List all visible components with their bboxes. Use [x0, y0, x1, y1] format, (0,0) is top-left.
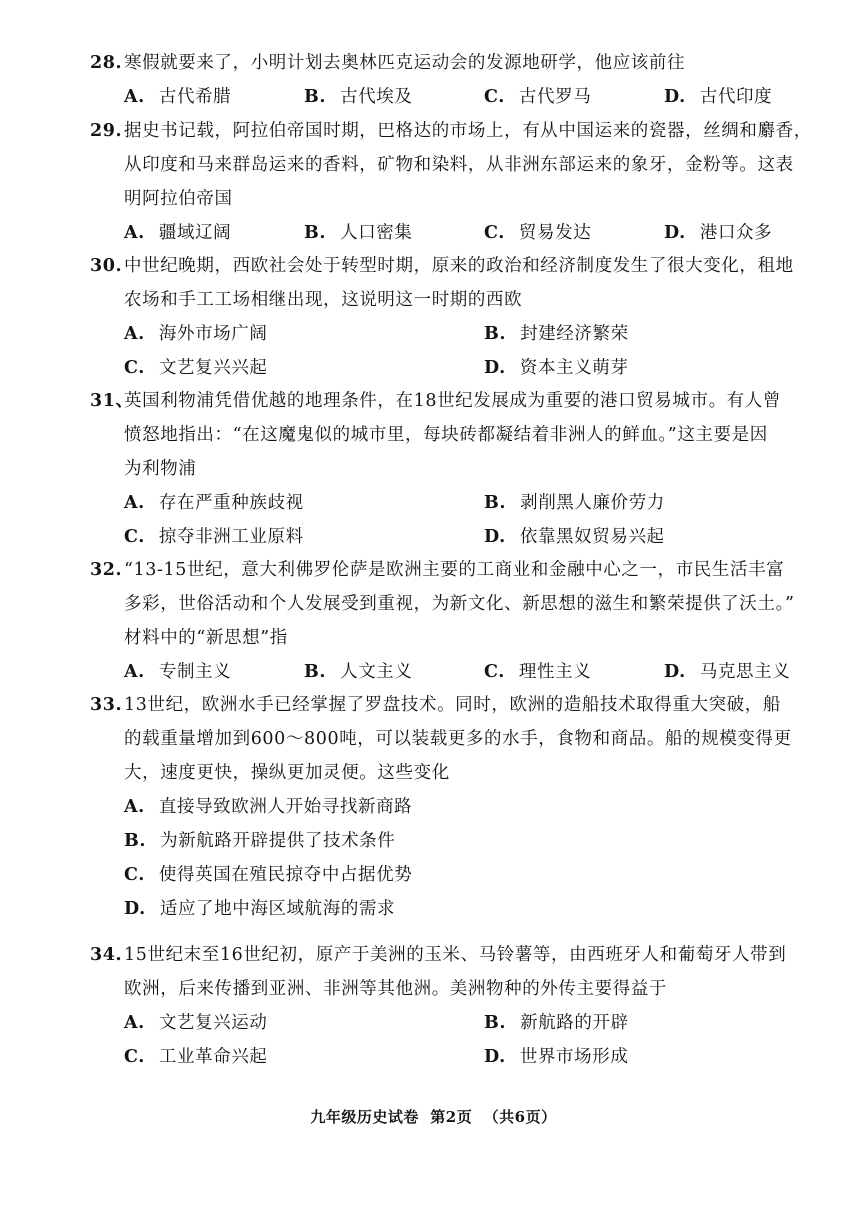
- option-text: 适应了地中海区域航海的需求: [159, 899, 396, 919]
- question-stem-text: 寒假就要来了，小明计划去奥林匹克运动会的发源地研学，他应该前往: [124, 53, 686, 73]
- answer-option: [124, 790, 412, 824]
- question-stem-text: 为利物浦: [124, 459, 197, 479]
- option-text: 剥削黑人廉价劳力: [520, 493, 665, 513]
- answer-option: [304, 80, 413, 114]
- question-stem-first-line: [90, 114, 812, 148]
- question-stem-text: 13世纪，欧洲水手已经掌握了罗盘技术。同时，欧洲的造船技术取得重大突破，船: [124, 695, 781, 715]
- answer-option: [484, 1040, 628, 1074]
- option-letter: B.: [484, 1013, 507, 1033]
- option-letter: D.: [484, 527, 506, 547]
- option-text: 文艺复兴运动: [158, 1013, 268, 1033]
- question-stem-first-line: [90, 938, 790, 972]
- option-text: 封建经济繁荣: [520, 324, 629, 344]
- question-number: 29.: [90, 121, 123, 141]
- answer-option: [304, 655, 413, 689]
- question-stem-text: 英国利物浦凭借优越的地理条件，在18世纪发展成为重要的港口贸易城市。有人曾: [124, 391, 781, 411]
- options-row: [90, 351, 790, 385]
- option-letter: B.: [484, 493, 507, 513]
- options-row: [90, 317, 790, 351]
- question-stem-text: 愤怒地指出：“在这魔鬼似的城市里，每块砖都凝结着非洲人的鲜血。”这主要是因: [124, 425, 768, 445]
- page-footer: 九年级历史试卷 第2页 （共6页）: [310, 1108, 557, 1126]
- question-number: 31、: [90, 391, 134, 411]
- options-row: [90, 1006, 790, 1040]
- answer-option: [484, 317, 629, 351]
- question-number: 32.: [90, 560, 123, 580]
- question-stem-line: [90, 621, 790, 655]
- option-text: 资本主义萌芽: [519, 358, 629, 378]
- question-stem-first-line: [90, 688, 790, 722]
- option-letter: D.: [484, 1047, 506, 1067]
- option-letter: A.: [124, 324, 145, 344]
- option-letter: B.: [304, 223, 327, 243]
- options-row: [90, 824, 790, 858]
- option-text: 直接导致欧洲人开始寻找新商路: [158, 797, 413, 817]
- question-stem-line: [90, 182, 790, 216]
- question-stem-line: [90, 587, 795, 621]
- options-row: [90, 655, 790, 689]
- options-row: [90, 892, 790, 926]
- options-row: [90, 858, 790, 892]
- option-text: 古代罗马: [518, 87, 592, 107]
- option-letter: D.: [664, 223, 686, 243]
- answer-option: [304, 216, 413, 250]
- option-text: 存在严重种族歧视: [158, 493, 304, 513]
- question-stem-text: 农场和手工工场相继出现，这说明这一时期的西欧: [124, 290, 523, 310]
- question-stem-line: [90, 148, 794, 182]
- option-letter: C.: [124, 358, 145, 378]
- question-stem-text: “13-15世纪，意大利佛罗伦萨是欧洲主要的工商业和金融中心之一，市民生活丰富: [124, 560, 785, 580]
- question-stem-text: 明阿拉伯帝国: [124, 189, 233, 209]
- question: [90, 46, 790, 114]
- question-stem-line: [90, 452, 790, 486]
- question-stem-text: 欧洲，后来传播到亚洲、非洲等其他洲。美洲物种的外传主要得益于: [124, 979, 667, 999]
- option-text: 古代希腊: [158, 87, 232, 107]
- option-letter: D.: [664, 662, 686, 682]
- answer-option: [484, 216, 591, 250]
- option-text: 世界市场形成: [519, 1047, 629, 1067]
- option-text: 港口众多: [699, 223, 773, 243]
- option-text: 理性主义: [518, 662, 592, 682]
- options-row: [90, 1040, 790, 1074]
- answer-option: [664, 216, 772, 250]
- option-letter: A.: [124, 223, 145, 243]
- option-letter: B.: [304, 662, 327, 682]
- question: [90, 553, 795, 689]
- option-letter: A.: [124, 493, 145, 513]
- question: [90, 688, 790, 926]
- option-text: 人口密集: [340, 223, 413, 243]
- question-stem-text: 据史书记载，阿拉伯帝国时期，巴格达的市场上，有从中国运来的瓷器，丝绸和麝香，: [124, 121, 812, 141]
- question-stem-text: 大，速度更快，操纵更加灵便。这些变化: [124, 763, 450, 783]
- options-row: [90, 790, 790, 824]
- option-text: 为新航路开辟提供了技术条件: [160, 831, 396, 851]
- option-letter: D.: [484, 358, 506, 378]
- question: [90, 114, 812, 250]
- option-letter: A.: [124, 1013, 145, 1033]
- answer-option: [124, 216, 231, 250]
- option-letter: A.: [124, 662, 145, 682]
- option-letter: D.: [664, 87, 686, 107]
- options-row: [90, 216, 790, 250]
- question-stem-text: 多彩，世俗活动和个人发展受到重视，为新文化、新思想的滋生和繁荣提供了沃土。”: [124, 594, 795, 614]
- question-stem-first-line: [90, 249, 794, 283]
- answer-option: [124, 520, 304, 554]
- options-row: [90, 80, 790, 114]
- options-row: [90, 520, 790, 554]
- answer-option: [124, 317, 267, 351]
- question-stem-text: 15世纪末至16世纪初，原产于美洲的玉米、马铃薯等，由西班牙人和葡萄牙人带到: [124, 945, 787, 965]
- question-stem-line: [90, 756, 790, 790]
- question-stem-line: [90, 283, 790, 317]
- answer-option: [124, 1040, 268, 1074]
- option-text: 新航路的开辟: [520, 1013, 629, 1033]
- answer-option: [664, 80, 772, 114]
- answer-option: [484, 520, 665, 554]
- option-text: 古代埃及: [340, 87, 413, 107]
- answer-option: [124, 892, 395, 926]
- question-stem-text: 的载重量增加到600～800吨，可以装载更多的水手，食物和商品。船的规模变得更: [124, 729, 792, 749]
- option-letter: A.: [124, 87, 145, 107]
- options-row: [90, 486, 790, 520]
- option-letter: C.: [484, 87, 505, 107]
- question: [90, 384, 790, 554]
- option-letter: B.: [124, 831, 147, 851]
- option-text: 贸易发达: [518, 223, 592, 243]
- option-letter: C.: [124, 1047, 145, 1067]
- answer-option: [484, 486, 665, 520]
- option-text: 工业革命兴起: [158, 1047, 268, 1067]
- answer-option: [124, 80, 231, 114]
- answer-option: [124, 1006, 267, 1040]
- question-stem-first-line: [90, 553, 790, 587]
- answer-option: [124, 824, 395, 858]
- option-text: 文艺复兴兴起: [158, 358, 268, 378]
- question-number: 30.: [90, 256, 123, 276]
- question-stem-text: 材料中的“新思想”指: [124, 628, 288, 648]
- answer-option: [124, 351, 268, 385]
- option-text: 依靠黑奴贸易兴起: [519, 527, 665, 547]
- question-number: 33.: [90, 695, 123, 715]
- option-text: 专制主义: [158, 662, 232, 682]
- option-text: 使得英国在殖民掠夺中占据优势: [158, 865, 413, 885]
- answer-option: [664, 655, 790, 689]
- question: [90, 938, 790, 1074]
- question-stem-line: [90, 722, 790, 756]
- question-stem-text: 从印度和马来群岛运来的香料，矿物和染料，从非洲东部运来的象牙，金粉等。这表: [124, 155, 794, 175]
- option-letter: C.: [124, 865, 145, 885]
- option-text: 古代印度: [699, 87, 773, 107]
- option-letter: C.: [124, 527, 145, 547]
- question: [90, 249, 794, 385]
- option-text: 疆域辽阔: [158, 223, 232, 243]
- option-letter: C.: [484, 662, 505, 682]
- question-stem-first-line: [90, 46, 790, 80]
- option-text: 马克思主义: [699, 662, 791, 682]
- option-letter: B.: [484, 324, 507, 344]
- question-stem-line: [90, 418, 790, 452]
- option-letter: D.: [124, 899, 146, 919]
- answer-option: [124, 486, 304, 520]
- question-number: 34.: [90, 945, 123, 965]
- option-text: 海外市场广阔: [158, 324, 268, 344]
- answer-option: [124, 858, 412, 892]
- answer-option: [484, 80, 591, 114]
- option-letter: A.: [124, 797, 145, 817]
- question-stem-first-line: [90, 384, 790, 418]
- answer-option: [484, 1006, 629, 1040]
- option-letter: B.: [304, 87, 327, 107]
- answer-option: [124, 655, 231, 689]
- answer-option: [484, 351, 628, 385]
- question-stem-line: [90, 972, 790, 1006]
- option-text: 人文主义: [340, 662, 413, 682]
- question-stem-text: 中世纪晚期，西欧社会处于转型时期，原来的政治和经济制度发生了很大变化，租地: [124, 256, 794, 276]
- answer-option: [484, 655, 591, 689]
- question-number: 28.: [90, 53, 123, 73]
- option-text: 掠夺非洲工业原料: [158, 527, 304, 547]
- option-letter: C.: [484, 223, 505, 243]
